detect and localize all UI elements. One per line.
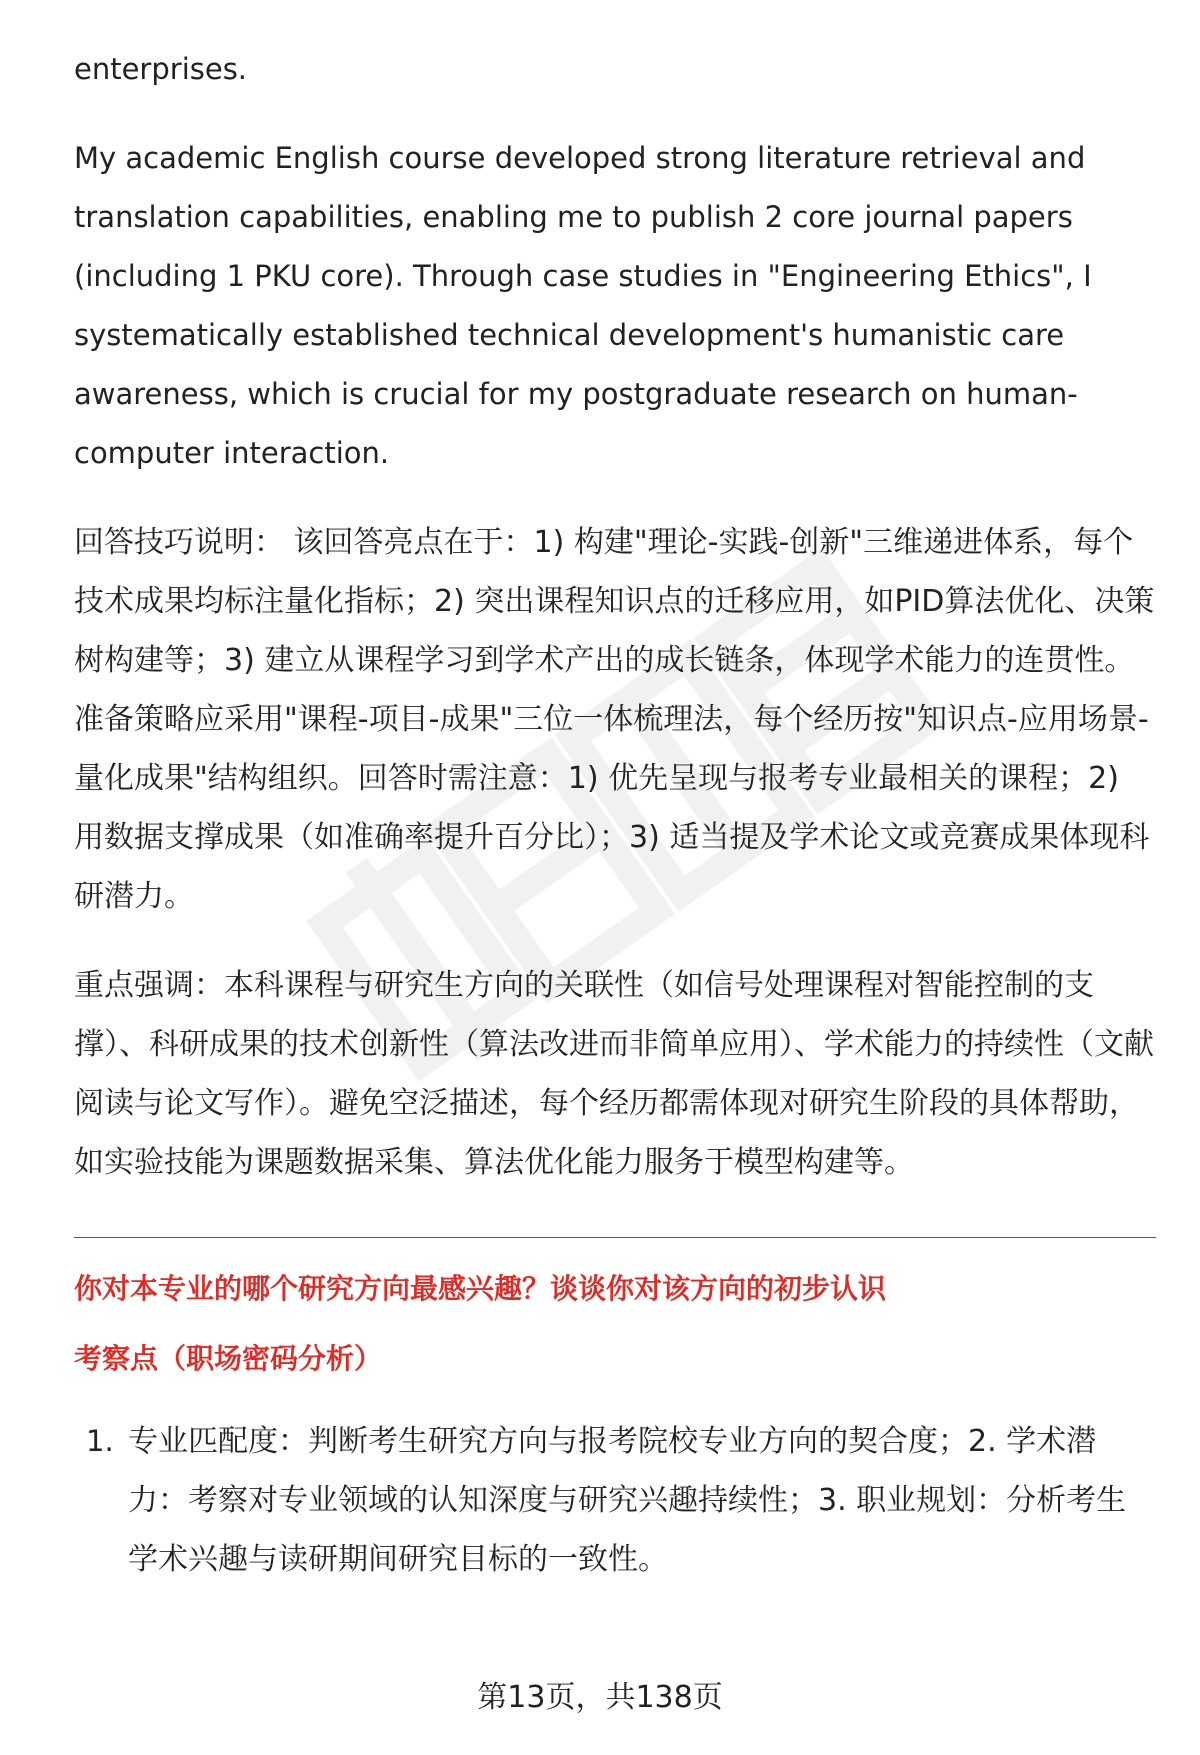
list-item-text: 专业匹配度：判断考生研究方向与报考院校专业方向的契合度；2. 学术潜力：考察对专业领域的认知深度与研究兴趣持续性；3. 职业规划：分析考生学术兴趣与读研期间研究目标的一致性。 [128, 1424, 1127, 1577]
list-item [74, 1412, 1156, 1589]
question-title: 你对本专业的哪个研究方向最感兴趣？谈谈你对该方向的初步认识 [74, 1272, 887, 1305]
paragraph-emphasis: 重点强调：本科课程与研究生方向的关联性（如信号处理课程对智能控制的支撑）、科研成果的技术创新性（算法改进而非简单应用）、学术能力的持续性（文献阅读与论文写作）。避免空泛描述，每个经历都需体现对研究生阶段的具体帮助，如实验技能为课题数据采集、算法优化能力服务于模型构建等。 [74, 968, 1154, 1180]
paragraph-academic-english: My academic English course developed strong literature retrieval and translation capabilities, enabling me to publish 2 core journal papers (including 1 PKU core). Through case studies in "Engineering Ethics", I systematically established technical development's humanistic care awareness, which is crucial for my postgraduate research on human-computer interaction. [74, 141, 1092, 470]
list-item-number: 1. [86, 1424, 114, 1458]
paragraph-intro-tail: enterprises. [74, 52, 248, 86]
document-page [74, 40, 1156, 1589]
paragraph-answer-tips: 回答技巧说明： 该回答亮点在于：1) 构建"理论-实践-创新"三维递进体系，每个技术成果均标注量化指标；2) 突出课程知识点的迁移应用，如PID算法优化、决策树构建等；3) 建立从课程学习到学术产出的成长链条，体现学术能力的连贯性。准备策略应采用"课程-项目-成果"三位一体梳理法，每个经历按"知识点-应用场景-量化成果"结构组织。回答时需注意：1) 优先呈现与报考专业最相关的课程；2) 用数据支撑成果（如准确率提升百分比）；3) 适当提及学术论文或竞赛成果体现科研潜力。 [74, 525, 1155, 914]
assessment-subheading: 考察点（职场密码分析） [74, 1342, 383, 1375]
page-number: 第13页，共138页 [477, 1680, 723, 1715]
section-divider [74, 1237, 1156, 1238]
